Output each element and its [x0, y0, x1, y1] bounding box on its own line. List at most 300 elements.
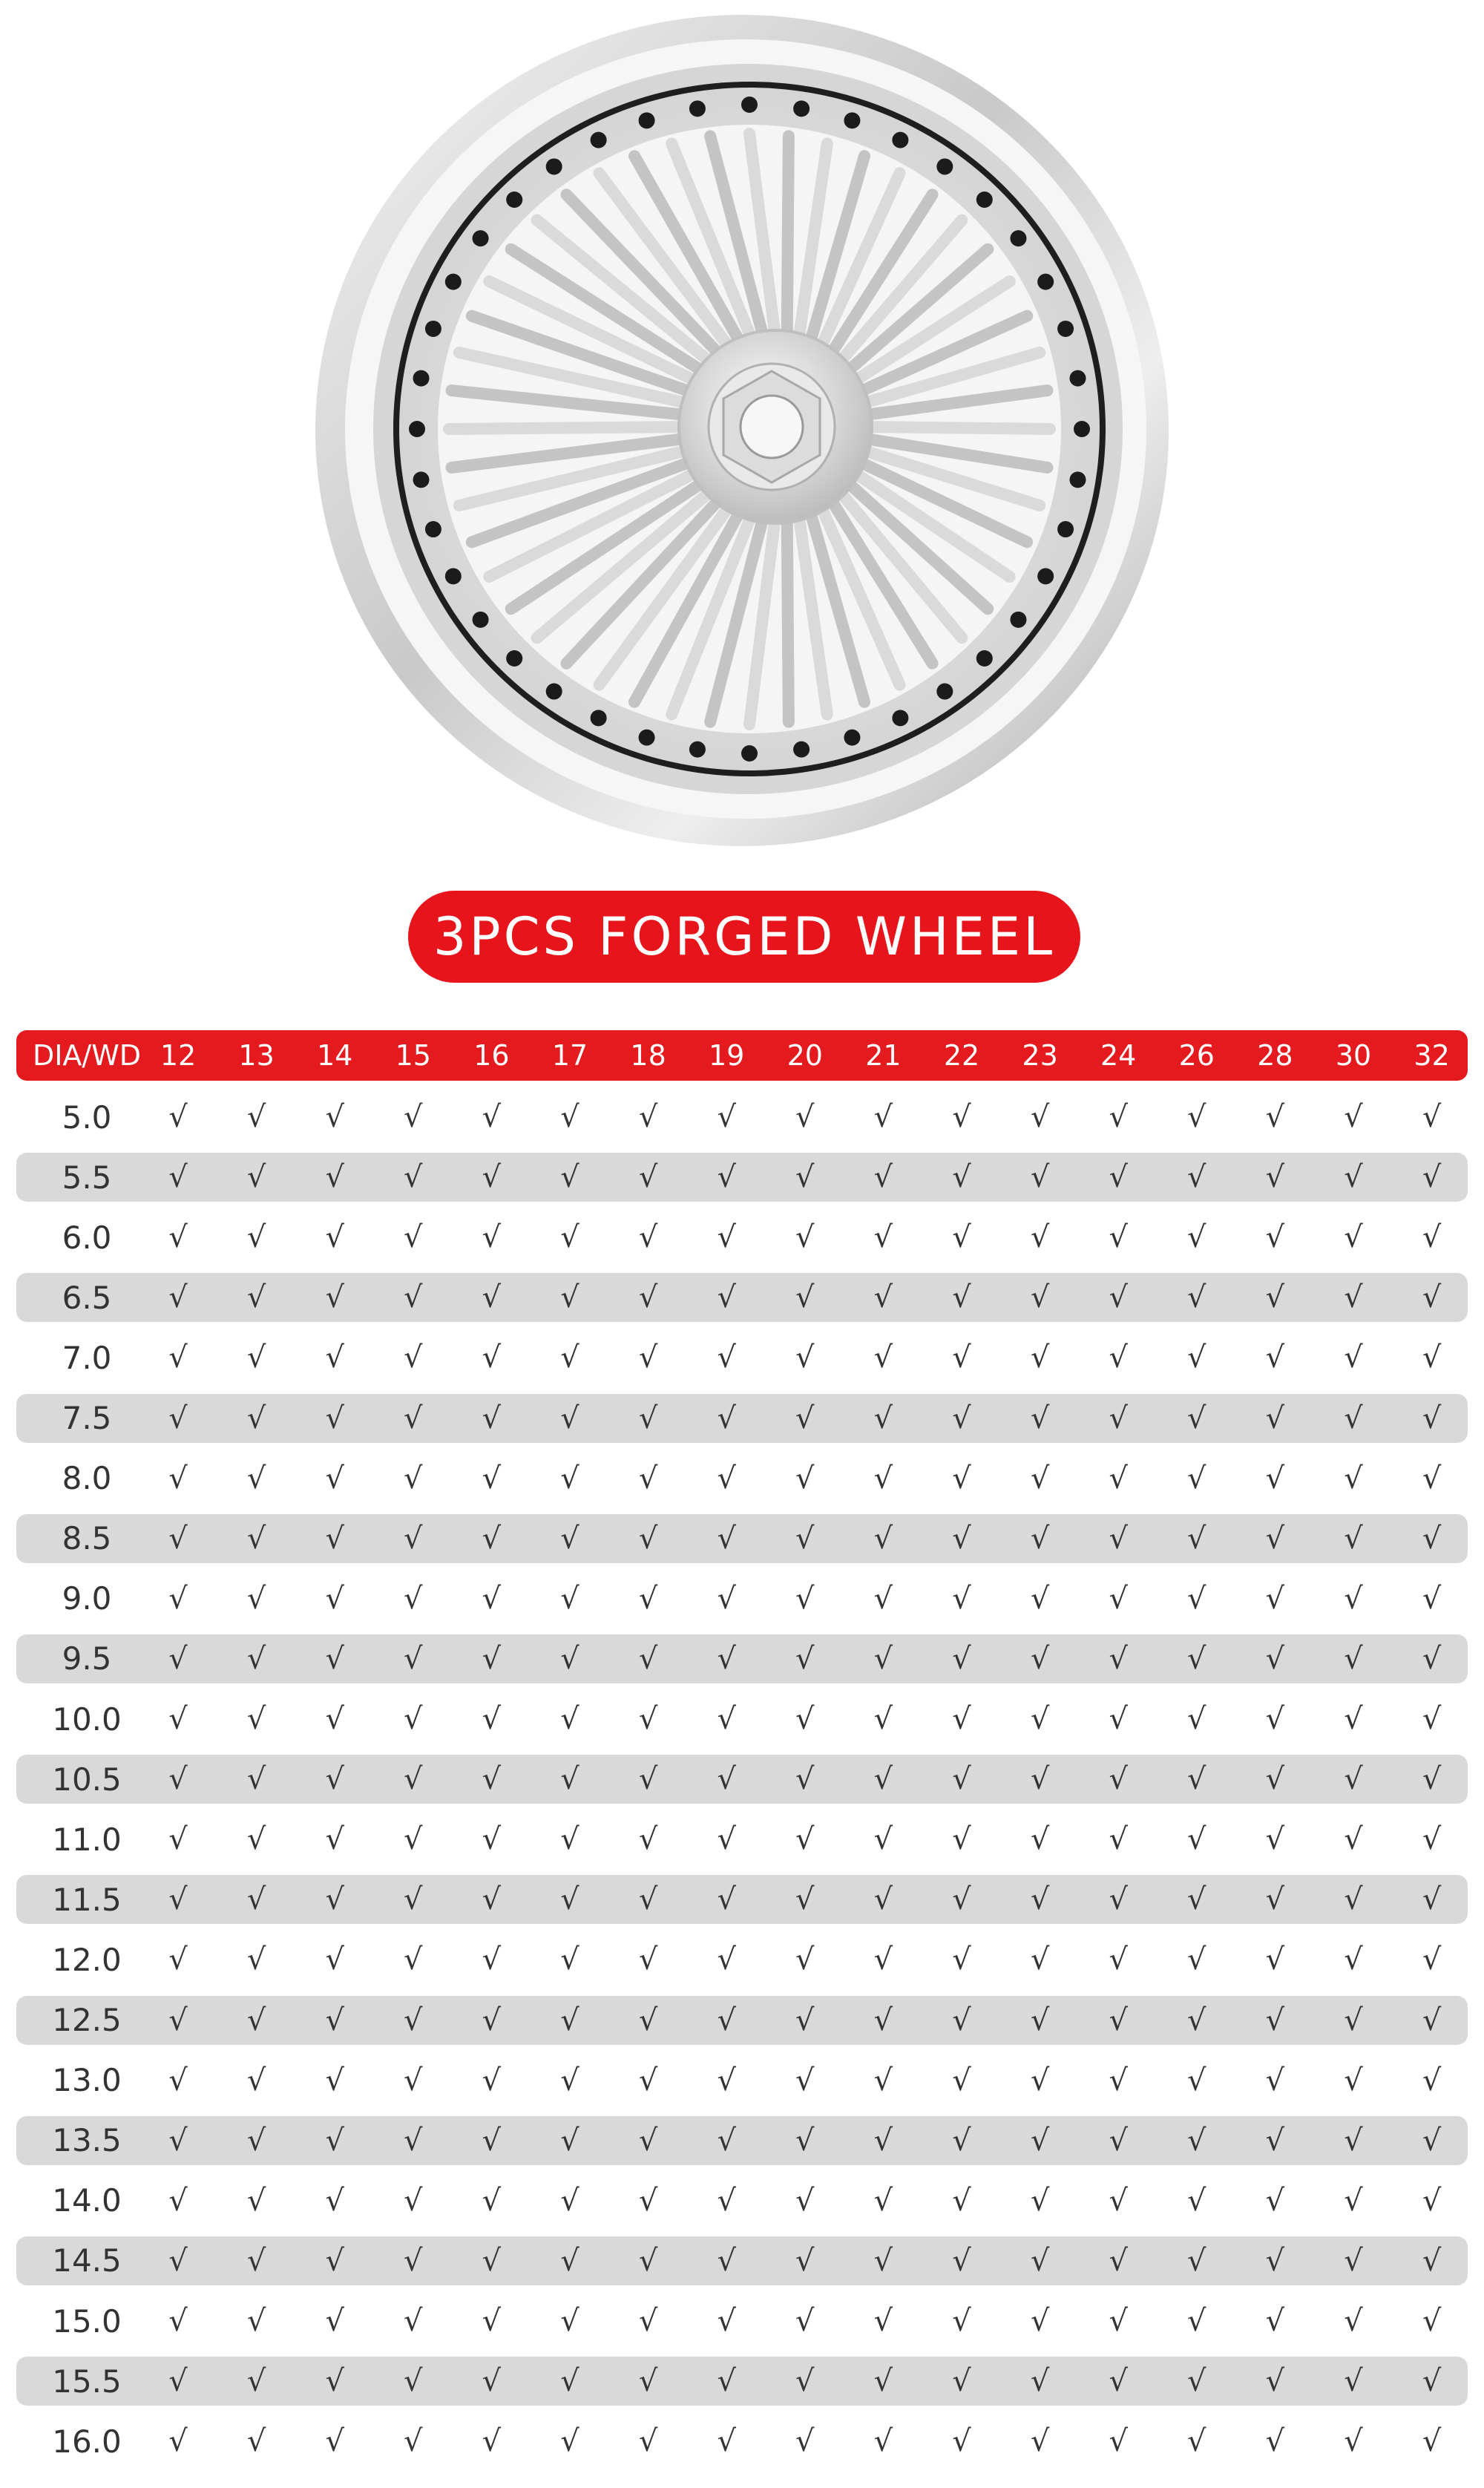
availability-mark: √	[1422, 2304, 1442, 2338]
availability-mark: √	[1265, 1461, 1285, 1496]
row-width-label: 10.5	[52, 1761, 122, 1798]
availability-mark: √	[717, 1401, 736, 1435]
availability-mark: √	[717, 1521, 736, 1556]
availability-mark: √	[1422, 1702, 1442, 1736]
availability-mark: √	[325, 2003, 344, 2037]
availability-mark: √	[1265, 2304, 1285, 2338]
availability-mark: √	[325, 2123, 344, 2158]
availability-mark: √	[717, 2424, 736, 2459]
row-width-label: 5.5	[62, 1159, 112, 1196]
availability-mark: √	[1030, 1581, 1050, 1616]
availability-mark: √	[952, 2364, 971, 2399]
availability-mark: √	[560, 1401, 580, 1435]
availability-mark: √	[168, 2183, 188, 2218]
availability-mark: √	[246, 1641, 266, 1676]
availability-mark: √	[404, 2243, 423, 2278]
availability-mark: √	[952, 1401, 971, 1435]
availability-mark: √	[795, 2424, 815, 2459]
availability-mark: √	[482, 2123, 502, 2158]
availability-mark: √	[1422, 1762, 1442, 1797]
availability-mark: √	[246, 1461, 266, 1496]
column-header: 23	[1022, 1039, 1058, 1072]
availability-mark: √	[795, 1822, 815, 1857]
availability-mark: √	[873, 1581, 893, 1616]
row-width-label: 5.0	[62, 1099, 112, 1136]
row-width-label: 13.5	[52, 2122, 122, 2159]
availability-mark: √	[873, 1822, 893, 1857]
availability-mark: √	[168, 1641, 188, 1676]
availability-mark: √	[1030, 2243, 1050, 2278]
availability-mark: √	[560, 1942, 580, 1977]
availability-mark: √	[325, 1160, 344, 1195]
availability-mark: √	[873, 2243, 893, 2278]
availability-mark: √	[638, 1160, 658, 1195]
table-row	[16, 1333, 1468, 1382]
availability-mark: √	[1187, 1521, 1206, 1556]
availability-mark: √	[1344, 1401, 1363, 1435]
availability-mark: √	[952, 1220, 971, 1255]
availability-mark: √	[560, 1641, 580, 1676]
availability-mark: √	[168, 2003, 188, 2037]
table-row	[16, 2297, 1468, 2345]
availability-mark: √	[1344, 1521, 1363, 1556]
availability-mark: √	[1265, 1160, 1285, 1195]
column-header: 15	[395, 1039, 431, 1072]
availability-mark: √	[404, 1280, 423, 1315]
availability-mark: √	[325, 1220, 344, 1255]
availability-mark: √	[1344, 1160, 1363, 1195]
row-width-label: 12.5	[52, 2002, 122, 2038]
availability-mark: √	[325, 1401, 344, 1435]
column-header: 26	[1178, 1039, 1215, 1072]
availability-mark: √	[1344, 1220, 1363, 1255]
availability-mark: √	[168, 2304, 188, 2338]
availability-mark: √	[1030, 1641, 1050, 1676]
availability-mark: √	[560, 2183, 580, 2218]
availability-mark: √	[1422, 2003, 1442, 2037]
availability-mark: √	[1030, 1942, 1050, 1977]
column-header: 16	[473, 1039, 510, 1072]
availability-mark: √	[717, 1822, 736, 1857]
table-row	[16, 2116, 1468, 2165]
availability-mark: √	[952, 2183, 971, 2218]
availability-mark: √	[482, 2183, 502, 2218]
availability-mark: √	[873, 2183, 893, 2218]
availability-mark: √	[1265, 1882, 1285, 1917]
availability-mark: √	[1265, 1521, 1285, 1556]
availability-mark: √	[952, 1160, 971, 1195]
availability-mark: √	[717, 1942, 736, 1977]
availability-mark: √	[638, 1882, 658, 1917]
availability-mark: √	[1187, 2063, 1206, 2098]
availability-mark: √	[1344, 1882, 1363, 1917]
availability-mark: √	[1422, 1581, 1442, 1616]
availability-mark: √	[404, 1340, 423, 1375]
availability-mark: √	[638, 1280, 658, 1315]
availability-mark: √	[1422, 2183, 1442, 2218]
availability-mark: √	[952, 1100, 971, 1134]
availability-mark: √	[1030, 1280, 1050, 1315]
availability-mark: √	[952, 1280, 971, 1315]
availability-mark: √	[404, 2424, 423, 2459]
availability-mark: √	[952, 1581, 971, 1616]
availability-mark: √	[717, 2364, 736, 2399]
availability-mark: √	[638, 1702, 658, 1736]
availability-mark: √	[246, 1702, 266, 1736]
column-header: 21	[865, 1039, 902, 1072]
availability-mark: √	[952, 1882, 971, 1917]
availability-mark: √	[168, 1280, 188, 1315]
availability-mark: √	[795, 2123, 815, 2158]
row-width-label: 10.0	[52, 1700, 122, 1738]
availability-mark: √	[1344, 1280, 1363, 1315]
availability-mark: √	[168, 1160, 188, 1195]
column-header: 32	[1414, 1039, 1450, 1072]
availability-mark: √	[795, 1581, 815, 1616]
availability-mark: √	[246, 1581, 266, 1616]
availability-mark: √	[1344, 2123, 1363, 2158]
row-width-label: 13.0	[52, 2062, 122, 2099]
availability-mark: √	[1187, 2364, 1206, 2399]
availability-mark: √	[168, 1822, 188, 1857]
table-row	[16, 1634, 1468, 1683]
availability-mark: √	[1109, 2424, 1128, 2459]
availability-mark: √	[1422, 2424, 1442, 2459]
availability-mark: √	[1422, 1942, 1442, 1977]
header-label: DIA/WD	[32, 1039, 142, 1072]
availability-mark: √	[952, 1521, 971, 1556]
availability-mark: √	[873, 2304, 893, 2338]
availability-mark: √	[560, 1100, 580, 1134]
availability-mark: √	[795, 1340, 815, 1375]
availability-mark: √	[717, 1280, 736, 1315]
availability-mark: √	[404, 1822, 423, 1857]
availability-mark: √	[795, 1100, 815, 1134]
availability-mark: √	[873, 1702, 893, 1736]
availability-mark: √	[873, 1280, 893, 1315]
availability-mark: √	[717, 1340, 736, 1375]
availability-mark: √	[325, 2183, 344, 2218]
availability-mark: √	[482, 1160, 502, 1195]
availability-mark: √	[482, 2063, 502, 2098]
availability-mark: √	[482, 1942, 502, 1977]
availability-mark: √	[638, 2123, 658, 2158]
availability-mark: √	[873, 1762, 893, 1797]
table-row	[16, 1153, 1468, 1202]
availability-mark: √	[638, 1340, 658, 1375]
availability-mark: √	[1030, 2304, 1050, 2338]
availability-mark: √	[560, 1702, 580, 1736]
availability-mark: √	[1265, 1280, 1285, 1315]
table-row	[16, 2357, 1468, 2406]
availability-mark: √	[1344, 2364, 1363, 2399]
row-width-label: 9.5	[62, 1640, 112, 1677]
availability-mark: √	[717, 1220, 736, 1255]
availability-mark: √	[1109, 1521, 1128, 1556]
table-row	[16, 2056, 1468, 2105]
availability-mark: √	[1344, 2183, 1363, 2218]
availability-mark: √	[1109, 1461, 1128, 1496]
availability-mark: √	[404, 2063, 423, 2098]
availability-mark: √	[404, 1160, 423, 1195]
row-width-label: 6.5	[62, 1279, 112, 1316]
availability-mark: √	[873, 1401, 893, 1435]
availability-mark: √	[404, 1702, 423, 1736]
availability-mark: √	[1109, 1280, 1128, 1315]
availability-mark: √	[717, 1160, 736, 1195]
availability-mark: √	[1030, 1220, 1050, 1255]
availability-mark: √	[1265, 1762, 1285, 1797]
table-header	[16, 1030, 1468, 1081]
availability-mark: √	[246, 1942, 266, 1977]
availability-mark: √	[1344, 1942, 1363, 1977]
availability-mark: √	[1422, 1280, 1442, 1315]
availability-mark: √	[1422, 1220, 1442, 1255]
availability-mark: √	[1187, 2243, 1206, 2278]
availability-mark: √	[638, 2304, 658, 2338]
availability-mark: √	[795, 1220, 815, 1255]
availability-mark: √	[952, 1461, 971, 1496]
availability-mark: √	[246, 2364, 266, 2399]
column-header: 30	[1335, 1039, 1372, 1072]
table-row	[16, 1815, 1468, 1864]
availability-mark: √	[1109, 1641, 1128, 1676]
availability-mark: √	[952, 2304, 971, 2338]
availability-mark: √	[1265, 1100, 1285, 1134]
availability-mark: √	[1344, 2003, 1363, 2037]
availability-mark: √	[560, 2123, 580, 2158]
availability-mark: √	[873, 1100, 893, 1134]
availability-mark: √	[638, 2364, 658, 2399]
availability-mark: √	[246, 2183, 266, 2218]
availability-mark: √	[795, 1521, 815, 1556]
availability-mark: √	[325, 2063, 344, 2098]
availability-mark: √	[246, 1882, 266, 1917]
availability-mark: √	[1422, 1822, 1442, 1857]
availability-mark: √	[1109, 2063, 1128, 2098]
table-row	[16, 2417, 1468, 2466]
availability-mark: √	[1109, 1942, 1128, 1977]
availability-mark: √	[1422, 2123, 1442, 2158]
table-row	[16, 1454, 1468, 1503]
availability-mark: √	[795, 1641, 815, 1676]
availability-mark: √	[795, 2304, 815, 2338]
availability-mark: √	[952, 2063, 971, 2098]
availability-mark: √	[1109, 1702, 1128, 1736]
availability-mark: √	[1109, 2243, 1128, 2278]
column-header: 22	[943, 1039, 980, 1072]
availability-mark: √	[1344, 2304, 1363, 2338]
availability-mark: √	[1187, 1762, 1206, 1797]
availability-mark: √	[717, 2063, 736, 2098]
availability-mark: √	[1344, 1581, 1363, 1616]
availability-mark: √	[717, 2183, 736, 2218]
availability-mark: √	[560, 2424, 580, 2459]
availability-mark: √	[246, 1220, 266, 1255]
availability-mark: √	[246, 1762, 266, 1797]
availability-mark: √	[717, 1641, 736, 1676]
availability-mark: √	[325, 2304, 344, 2338]
row-width-label: 12.0	[52, 1941, 122, 1978]
availability-mark: √	[560, 2304, 580, 2338]
row-width-label: 14.0	[52, 2182, 122, 2219]
availability-mark: √	[404, 1762, 423, 1797]
availability-mark: √	[873, 2003, 893, 2037]
availability-mark: √	[1109, 1100, 1128, 1134]
availability-mark: √	[638, 1641, 658, 1676]
availability-mark: √	[1344, 2424, 1363, 2459]
availability-mark: √	[1030, 1822, 1050, 1857]
availability-mark: √	[168, 1401, 188, 1435]
availability-mark: √	[404, 1942, 423, 1977]
availability-mark: √	[246, 2424, 266, 2459]
availability-mark: √	[1187, 2183, 1206, 2218]
availability-mark: √	[1109, 2304, 1128, 2338]
availability-mark: √	[404, 2364, 423, 2399]
availability-mark: √	[638, 1581, 658, 1616]
availability-mark: √	[168, 1702, 188, 1736]
availability-mark: √	[404, 1581, 423, 1616]
availability-mark: √	[560, 2003, 580, 2037]
availability-mark: √	[325, 1340, 344, 1375]
availability-mark: √	[1265, 1340, 1285, 1375]
availability-mark: √	[952, 2243, 971, 2278]
row-width-label: 14.5	[52, 2242, 122, 2279]
availability-mark: √	[952, 1822, 971, 1857]
row-width-label: 11.5	[52, 1881, 122, 1918]
availability-mark: √	[952, 2003, 971, 2037]
availability-mark: √	[560, 1220, 580, 1255]
availability-mark: √	[246, 2003, 266, 2037]
availability-mark: √	[482, 1220, 502, 1255]
row-width-label: 9.0	[62, 1580, 112, 1617]
availability-mark: √	[1030, 2364, 1050, 2399]
availability-mark: √	[1422, 1340, 1442, 1375]
availability-mark: √	[168, 1882, 188, 1917]
availability-mark: √	[404, 1220, 423, 1255]
availability-mark: √	[873, 1521, 893, 1556]
availability-mark: √	[482, 1401, 502, 1435]
table-row	[16, 1213, 1468, 1262]
availability-mark: √	[246, 1521, 266, 1556]
availability-mark: √	[1187, 1280, 1206, 1315]
availability-mark: √	[560, 2243, 580, 2278]
availability-mark: √	[795, 1401, 815, 1435]
availability-mark: √	[1422, 2364, 1442, 2399]
availability-mark: √	[1344, 1702, 1363, 1736]
availability-mark: √	[1344, 2243, 1363, 2278]
availability-mark: √	[1030, 2003, 1050, 2037]
availability-mark: √	[325, 2424, 344, 2459]
availability-mark: √	[795, 1942, 815, 1977]
availability-mark: √	[1187, 1822, 1206, 1857]
availability-mark: √	[1265, 2364, 1285, 2399]
table-row	[16, 1755, 1468, 1804]
availability-mark: √	[482, 1461, 502, 1496]
availability-mark: √	[1187, 1100, 1206, 1134]
availability-mark: √	[1187, 2003, 1206, 2037]
table-row	[16, 2176, 1468, 2225]
table-row	[16, 1093, 1468, 1142]
availability-mark: √	[246, 2123, 266, 2158]
availability-mark: √	[1187, 1882, 1206, 1917]
availability-mark: √	[404, 1100, 423, 1134]
availability-mark: √	[1422, 1882, 1442, 1917]
availability-mark: √	[1187, 1581, 1206, 1616]
availability-mark: √	[638, 1100, 658, 1134]
availability-mark: √	[404, 1882, 423, 1917]
column-header: 18	[630, 1039, 666, 1072]
availability-mark: √	[1030, 1340, 1050, 1375]
availability-mark: √	[1109, 1401, 1128, 1435]
column-header: 13	[238, 1039, 275, 1072]
availability-mark: √	[246, 1280, 266, 1315]
availability-mark: √	[795, 1160, 815, 1195]
availability-mark: √	[1030, 2063, 1050, 2098]
availability-mark: √	[717, 2123, 736, 2158]
row-width-label: 8.5	[62, 1520, 112, 1557]
availability-mark: √	[638, 1822, 658, 1857]
availability-mark: √	[1030, 1702, 1050, 1736]
availability-mark: √	[795, 2364, 815, 2399]
forged-wire-wheel-icon	[0, 0, 1484, 861]
availability-mark: √	[717, 2304, 736, 2338]
availability-mark: √	[325, 1702, 344, 1736]
availability-mark: √	[1344, 1822, 1363, 1857]
availability-mark: √	[1265, 2123, 1285, 2158]
availability-mark: √	[1187, 1220, 1206, 1255]
availability-mark: √	[952, 1641, 971, 1676]
availability-mark: √	[638, 1762, 658, 1797]
availability-mark: √	[246, 1822, 266, 1857]
availability-mark: √	[638, 1942, 658, 1977]
availability-mark: √	[404, 1521, 423, 1556]
availability-mark: √	[1265, 2424, 1285, 2459]
availability-mark: √	[1030, 1100, 1050, 1134]
availability-mark: √	[325, 1822, 344, 1857]
availability-mark: √	[1265, 1822, 1285, 1857]
availability-mark: √	[560, 2364, 580, 2399]
availability-mark: √	[325, 1280, 344, 1315]
availability-mark: √	[1030, 2183, 1050, 2218]
table-row	[16, 1875, 1468, 1924]
table-row	[16, 1996, 1468, 2045]
availability-mark: √	[325, 1882, 344, 1917]
availability-mark: √	[1030, 1160, 1050, 1195]
availability-mark: √	[1030, 1461, 1050, 1496]
availability-mark: √	[560, 1461, 580, 1496]
availability-mark: √	[325, 1100, 344, 1134]
availability-mark: √	[1187, 1340, 1206, 1375]
availability-mark: √	[1344, 1762, 1363, 1797]
table-row	[16, 1695, 1468, 1744]
availability-mark: √	[873, 1461, 893, 1496]
availability-mark: √	[482, 1822, 502, 1857]
availability-mark: √	[168, 2424, 188, 2459]
availability-mark: √	[638, 2003, 658, 2037]
availability-mark: √	[795, 1280, 815, 1315]
table-row	[16, 1394, 1468, 1443]
availability-mark: √	[873, 2364, 893, 2399]
availability-mark: √	[795, 2063, 815, 2098]
availability-mark: √	[952, 1702, 971, 1736]
availability-mark: √	[168, 2364, 188, 2399]
availability-mark: √	[246, 2304, 266, 2338]
availability-mark: √	[404, 2304, 423, 2338]
availability-mark: √	[1030, 1882, 1050, 1917]
availability-mark: √	[1030, 1521, 1050, 1556]
availability-mark: √	[1265, 2003, 1285, 2037]
